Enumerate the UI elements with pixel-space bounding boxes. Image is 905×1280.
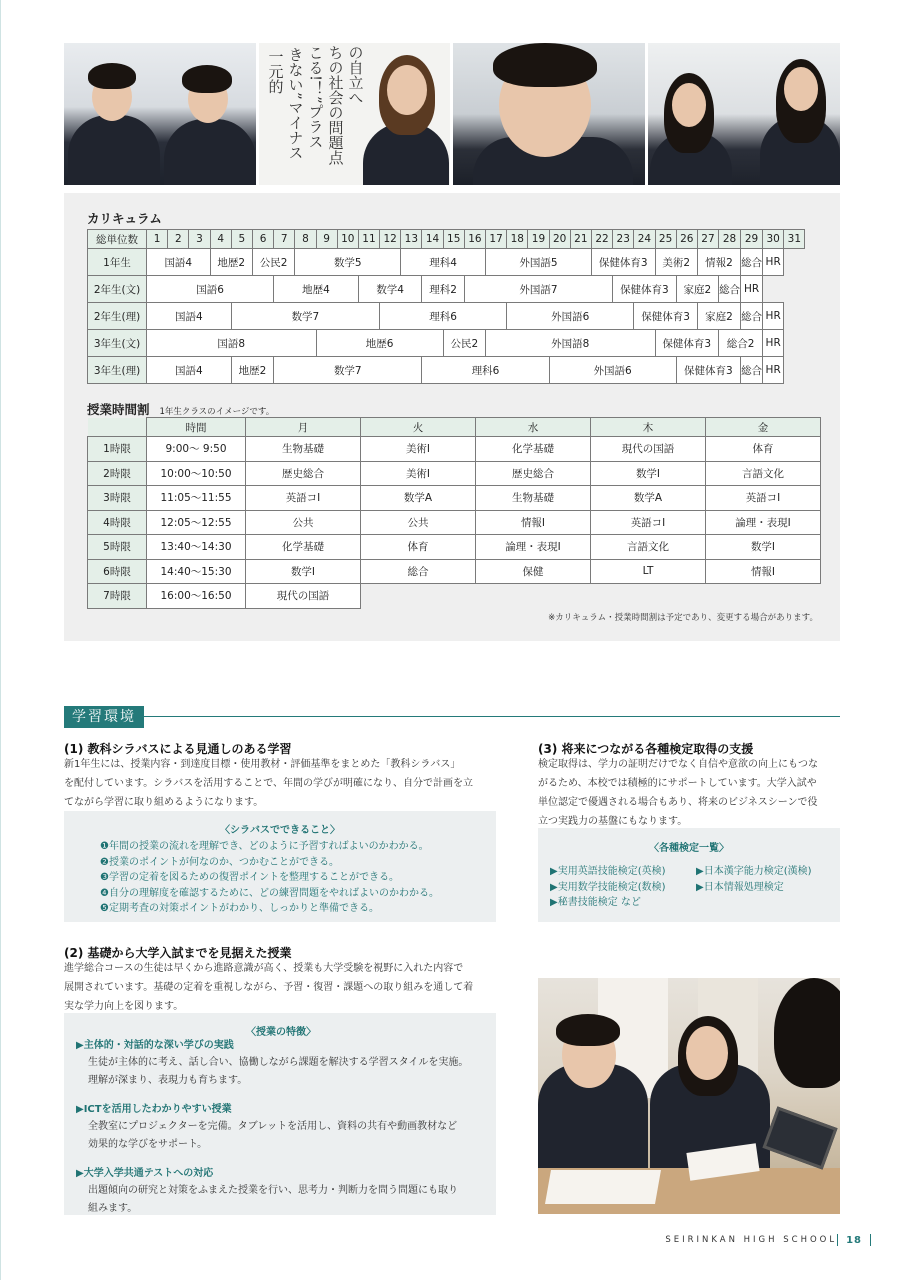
unit-number: 21 xyxy=(570,230,591,249)
empty-cell xyxy=(706,584,821,609)
list-item: ❹自分の理解度を確認するために、どの練習問題をやればよいのかわかる。 xyxy=(100,887,439,899)
subject-cell: 保健体育3 xyxy=(591,249,655,276)
unit-number: 26 xyxy=(676,230,697,249)
class-cell: LT xyxy=(591,559,706,584)
syllabus-text: 新1年生には、授業内容・到達度目標・使用教材・評価基準をまとめた「教科シラバス」 を配付しています。シラバスを活用することで、年間の学びが明確になり、自分で計画を立 てながら学習に取り組めるようになります。 xyxy=(64,759,473,808)
subject-cell: 総合 xyxy=(741,249,763,276)
photo-students-laughing xyxy=(64,43,256,185)
subject-cell: 国語6 xyxy=(147,276,274,303)
certification-list-right xyxy=(696,864,812,911)
subject-cell: 地歴6 xyxy=(316,330,443,357)
subject-cell: HR xyxy=(763,357,784,384)
subject-cell: 数学7 xyxy=(231,303,379,330)
grade-label: 3年生(理) xyxy=(88,357,147,384)
subject-cell: 外国語8 xyxy=(486,330,656,357)
subject-cell: HR xyxy=(741,276,763,303)
subject-cell: 外国語5 xyxy=(486,249,592,276)
unit-number: 8 xyxy=(295,230,316,249)
subject-cell: 総合2 xyxy=(719,330,763,357)
subject-cell: 外国語6 xyxy=(549,357,676,384)
grade-label: 2年生(文) xyxy=(88,276,147,303)
period-time: 13:40〜14:30 xyxy=(147,535,246,560)
class-cell: 体育 xyxy=(706,437,821,462)
photo-students-with-tablet xyxy=(538,978,840,1214)
school-name: SEIRINKAN HIGH SCHOOL xyxy=(665,1235,838,1245)
footer-divider xyxy=(870,1234,871,1246)
list-item: ❶年間の授業の流れを理解でき、どのように予習すればよいのかわかる。 xyxy=(100,841,429,852)
unit-number: 23 xyxy=(613,230,634,249)
class-cell: 言語文化 xyxy=(706,461,821,486)
class-cell: 英語コⅠ xyxy=(591,510,706,535)
top-photo-strip xyxy=(64,43,840,185)
period-time: 9:00〜 9:50 xyxy=(147,437,246,462)
lessons-heading: (2) 基礎から大学入試までを見据えた授業 xyxy=(64,946,292,960)
class-cell: 化学基礎 xyxy=(246,535,361,560)
empty-cell xyxy=(763,276,805,303)
class-cell: 化学基礎 xyxy=(476,437,591,462)
lesson-features-list xyxy=(76,1038,486,1218)
unit-number: 30 xyxy=(763,230,784,249)
feature-text: 全教室にプロジェクターを完備。タブレットを活用し、資料の共有や動画教材など xyxy=(88,1121,458,1132)
lesson-features-box: 〈授業の特徴〉 ▶主体的・対話的な深い学びの実践 生徒が主体的に考え、話し合い、協働しながら課題を解決する学習スタイルを実施。 理解が深まり、表現力も育ちます。 ▶ICTを活用したわかりやすい授業 全教室にプロジェクターを完備。タブレットを活用し、資料の共有や動画教材など 効果的な学びをサポート。 ▶大学入学共通テストへの対応 出題傾向の研究と対策をふまえた授業を行い、思考力・判断力を問う問題にも取り 組みます。 xyxy=(64,1013,496,1215)
subject-cell: 公民2 xyxy=(443,330,485,357)
feature-heading: ▶ICTを活用したわかりやすい授業 xyxy=(76,1104,232,1115)
day-header: 月 xyxy=(246,418,361,437)
class-cell: 英語コⅠ xyxy=(246,486,361,511)
empty-cell xyxy=(784,330,805,357)
period-label: 2時限 xyxy=(88,461,147,486)
certification-heading: (3) 将来につながる各種検定取得の支援 xyxy=(538,742,754,756)
feature-text: 出題傾向の研究と対策をふまえた授業を行い、思考力・判断力を問う問題にも取り xyxy=(88,1185,458,1196)
curriculum-row xyxy=(88,357,805,384)
subject-cell: 家庭2 xyxy=(676,276,718,303)
unit-number: 5 xyxy=(231,230,252,249)
unit-number: 25 xyxy=(655,230,676,249)
class-cell: 言語文化 xyxy=(591,535,706,560)
day-header: 木 xyxy=(591,418,706,437)
empty-cell xyxy=(784,303,805,330)
class-cell: 論理・表現Ⅰ xyxy=(476,535,591,560)
class-cell: 数学Ⅰ xyxy=(246,559,361,584)
subject-cell: 地歴2 xyxy=(231,357,273,384)
subject-cell: 理科6 xyxy=(380,303,507,330)
list-item: ▶秘書技能検定 など xyxy=(550,897,641,908)
class-cell: 論理・表現Ⅰ xyxy=(706,510,821,535)
unit-number: 27 xyxy=(697,230,718,249)
period-label: 7時限 xyxy=(88,584,147,609)
class-cell: 公共 xyxy=(361,510,476,535)
day-header: 時間 xyxy=(147,418,246,437)
subject-cell: 理科2 xyxy=(422,276,464,303)
class-cell: 現代の国語 xyxy=(246,584,361,609)
timetable-row xyxy=(88,535,821,560)
page-edge-line xyxy=(0,0,1,1280)
unit-number: 19 xyxy=(528,230,549,249)
class-cell: 生物基礎 xyxy=(476,486,591,511)
curriculum-units-header xyxy=(88,230,805,249)
lessons-text: 進学総合コースの生徒は早くから進路意識が高く、授業も大学受験を視野に入れた内容で 展開されています。基礎の定着を重視しながら、予習・復習・課題への取り組みを通して着 実な学力向上を図ります。 xyxy=(64,963,474,1012)
unit-number: 16 xyxy=(464,230,485,249)
timetable-row xyxy=(88,486,821,511)
curriculum-panel xyxy=(64,193,840,641)
subject-cell: 総合 xyxy=(719,276,741,303)
class-cell: 公共 xyxy=(246,510,361,535)
period-label: 1時限 xyxy=(88,437,147,462)
period-label: 3時限 xyxy=(88,486,147,511)
feature-item xyxy=(76,1038,486,1090)
timetable-row xyxy=(88,437,821,462)
schedule-footnote: ※カリキュラム・授業時間割は予定であり、変更する場合があります。 xyxy=(548,613,818,623)
subject-cell: 外国語6 xyxy=(507,303,634,330)
certification-list-left xyxy=(550,864,696,911)
subject-cell: HR xyxy=(763,330,784,357)
unit-number: 1 xyxy=(147,230,168,249)
unit-number: 6 xyxy=(252,230,273,249)
curriculum-title: カリキュラム xyxy=(87,211,162,226)
list-item: ▶日本漢字能力検定(漢検) xyxy=(696,866,812,877)
list-item: ❷授業のポイントが何なのか、つかむことができる。 xyxy=(100,856,339,868)
unit-number: 31 xyxy=(784,230,805,249)
unit-number: 4 xyxy=(210,230,231,249)
certification-box: 〈各種検定一覧〉 ▶実用英語技能検定(英検) ▶実用数学技能検定(数検) ▶秘書技能検定 など ▶日本漢字能力検定(漢検) ▶日本情報処理検定 xyxy=(538,828,840,922)
subject-cell: 総合 xyxy=(741,303,763,330)
photo-whiteboard-teacher: 一元的 きない”マイナス こる!！”プラス ちの社会の問題点 の自立へ xyxy=(259,43,451,185)
syllabus-heading: (1) 教科シラバスによる見通しのある学習 xyxy=(64,742,292,756)
unit-number: 9 xyxy=(316,230,337,249)
empty-cell xyxy=(784,357,805,384)
subject-cell: 国語4 xyxy=(147,249,211,276)
unit-number: 28 xyxy=(719,230,741,249)
feature-item xyxy=(76,1102,486,1154)
learning-environment-header xyxy=(64,706,840,728)
class-cell: 数学Ⅰ xyxy=(706,535,821,560)
unit-number: 29 xyxy=(741,230,763,249)
class-cell: 保健 xyxy=(476,559,591,584)
page-number: 18 xyxy=(846,1234,862,1246)
photo-student-smiling xyxy=(453,43,645,185)
units-label: 総単位数 xyxy=(88,230,147,249)
period-time: 12:05〜12:55 xyxy=(147,510,246,535)
subject-cell: 数学4 xyxy=(358,276,422,303)
unit-number: 18 xyxy=(507,230,528,249)
period-time: 10:00〜10:50 xyxy=(147,461,246,486)
feature-text: 効果的な学びをサポート。 xyxy=(88,1139,208,1150)
subject-cell: 保健体育3 xyxy=(655,330,719,357)
timetable-header xyxy=(88,418,821,437)
subject-cell: 地歴4 xyxy=(274,276,359,303)
timetable-row xyxy=(88,461,821,486)
day-header: 水 xyxy=(476,418,591,437)
subject-cell: HR xyxy=(763,303,784,330)
curriculum-row xyxy=(88,249,805,276)
unit-number: 12 xyxy=(380,230,401,249)
period-label: 5時限 xyxy=(88,535,147,560)
list-item: ▶実用数学技能検定(数検) xyxy=(550,881,666,893)
timetable-row xyxy=(88,559,821,584)
feature-text: 理解が深まり、表現力も育ちます。 xyxy=(88,1075,248,1086)
feature-heading: ▶主体的・対話的な深い学びの実践 xyxy=(76,1040,234,1051)
empty-cell xyxy=(591,584,706,609)
class-cell: 数学A xyxy=(591,486,706,511)
syllabus-box: 〈シラバスでできること〉 ❶年間の授業の流れを理解でき、どのように予習すればよいのかわかる。 ❷授業のポイントが何なのか、つかむことができる。 ❸学習の定着を図るための復習ポイントを整理することができる。 ❹自分の理解度を確認するために、どの練習問題をやればよいのかわかる。 ❺定期考査の対策ポイントがわかり、しっかりと準備できる。 xyxy=(64,811,496,922)
feature-heading: ▶大学入学共通テストへの対応 xyxy=(76,1168,214,1179)
class-cell: 体育 xyxy=(361,535,476,560)
feature-item xyxy=(76,1166,486,1218)
subject-cell: 理科4 xyxy=(401,249,486,276)
list-item: ▶実用英語技能検定(英検) xyxy=(550,866,666,877)
curriculum-row xyxy=(88,276,805,303)
class-cell: 総合 xyxy=(361,559,476,584)
list-item: ❺定期考査の対策ポイントがわかり、しっかりと準備できる。 xyxy=(100,903,379,914)
grade-label: 3年生(文) xyxy=(88,330,147,357)
day-header: 金 xyxy=(706,418,821,437)
period-time: 11:05〜11:55 xyxy=(147,486,246,511)
class-cell: 生物基礎 xyxy=(246,437,361,462)
footer-divider xyxy=(837,1234,838,1246)
subject-cell: 保健体育3 xyxy=(676,357,740,384)
day-header: 火 xyxy=(361,418,476,437)
subject-cell: 情報2 xyxy=(697,249,740,276)
period-label: 6時限 xyxy=(88,559,147,584)
subject-cell: 国語8 xyxy=(147,330,317,357)
class-cell: 数学A xyxy=(361,486,476,511)
feature-text: 生徒が主体的に考え、話し合い、協働しながら課題を解決する学習スタイルを実施。 xyxy=(88,1057,469,1068)
curriculum-row xyxy=(88,303,805,330)
empty-cell xyxy=(784,249,805,276)
subject-cell: 公民2 xyxy=(252,249,294,276)
timetable-row xyxy=(88,584,821,609)
empty-cell xyxy=(361,584,476,609)
subject-cell: 保健体育3 xyxy=(634,303,698,330)
page-footer xyxy=(665,1234,871,1246)
class-cell: 現代の国語 xyxy=(591,437,706,462)
subject-cell: 総合 xyxy=(741,357,763,384)
unit-number: 14 xyxy=(422,230,443,249)
section-rule xyxy=(142,716,840,717)
subject-cell: 国語4 xyxy=(147,303,232,330)
curriculum-table xyxy=(87,229,805,384)
empty-cell xyxy=(476,584,591,609)
period-time: 16:00〜16:50 xyxy=(147,584,246,609)
unit-number: 11 xyxy=(358,230,379,249)
class-cell: 情報Ⅰ xyxy=(476,510,591,535)
unit-number: 7 xyxy=(274,230,295,249)
subject-cell: 地歴2 xyxy=(210,249,252,276)
unit-number: 22 xyxy=(591,230,612,249)
unit-number: 15 xyxy=(443,230,464,249)
unit-number: 13 xyxy=(401,230,422,249)
class-cell: 情報Ⅰ xyxy=(706,559,821,584)
grade-label: 2年生(理) xyxy=(88,303,147,330)
subject-cell: 数学5 xyxy=(295,249,401,276)
subject-cell: 家庭2 xyxy=(697,303,740,330)
timetable-title: 授業時間割 1年生クラスのイメージです。 xyxy=(87,402,275,417)
unit-number: 2 xyxy=(168,230,189,249)
class-cell: 美術Ⅰ xyxy=(361,461,476,486)
timetable-table xyxy=(87,417,821,609)
section-tag: 学習環境 xyxy=(64,706,144,728)
subject-cell: 美術2 xyxy=(655,249,697,276)
curriculum-row xyxy=(88,330,805,357)
subject-cell: 保健体育3 xyxy=(613,276,677,303)
class-cell: 美術Ⅰ xyxy=(361,437,476,462)
grade-label: 1年生 xyxy=(88,249,147,276)
feature-text: 組みます。 xyxy=(88,1203,138,1214)
subject-cell: HR xyxy=(763,249,784,276)
unit-number: 24 xyxy=(634,230,655,249)
unit-number: 3 xyxy=(189,230,210,249)
subject-cell: 数学7 xyxy=(274,357,422,384)
syllabus-benefits-list xyxy=(100,839,496,917)
unit-number: 17 xyxy=(486,230,507,249)
timetable-row xyxy=(88,510,821,535)
unit-number: 20 xyxy=(549,230,570,249)
class-cell: 歴史総合 xyxy=(246,461,361,486)
class-cell: 数学Ⅰ xyxy=(591,461,706,486)
list-item: ❸学習の定着を図るための復習ポイントを整理することができる。 xyxy=(100,872,399,883)
subject-cell: 外国語7 xyxy=(464,276,612,303)
unit-number: 10 xyxy=(337,230,358,249)
list-item: ▶日本情報処理検定 xyxy=(696,881,784,893)
class-cell: 歴史総合 xyxy=(476,461,591,486)
period-time: 14:40〜15:30 xyxy=(147,559,246,584)
class-cell: 英語コⅠ xyxy=(706,486,821,511)
subject-cell: 理科6 xyxy=(422,357,549,384)
photo-two-students xyxy=(648,43,841,185)
subject-cell: 国語4 xyxy=(147,357,232,384)
period-label: 4時限 xyxy=(88,510,147,535)
certification-text: 検定取得は、学力の証明だけでなく自信や意欲の向上にもつな がるため、本校では積極的にサポートしています。大学入試や 単位認定で優遇される場合もあり、将来のビジネスシーンで役 立つ実践力の基盤にもなります。 xyxy=(538,759,818,827)
empty-cell xyxy=(88,418,147,437)
